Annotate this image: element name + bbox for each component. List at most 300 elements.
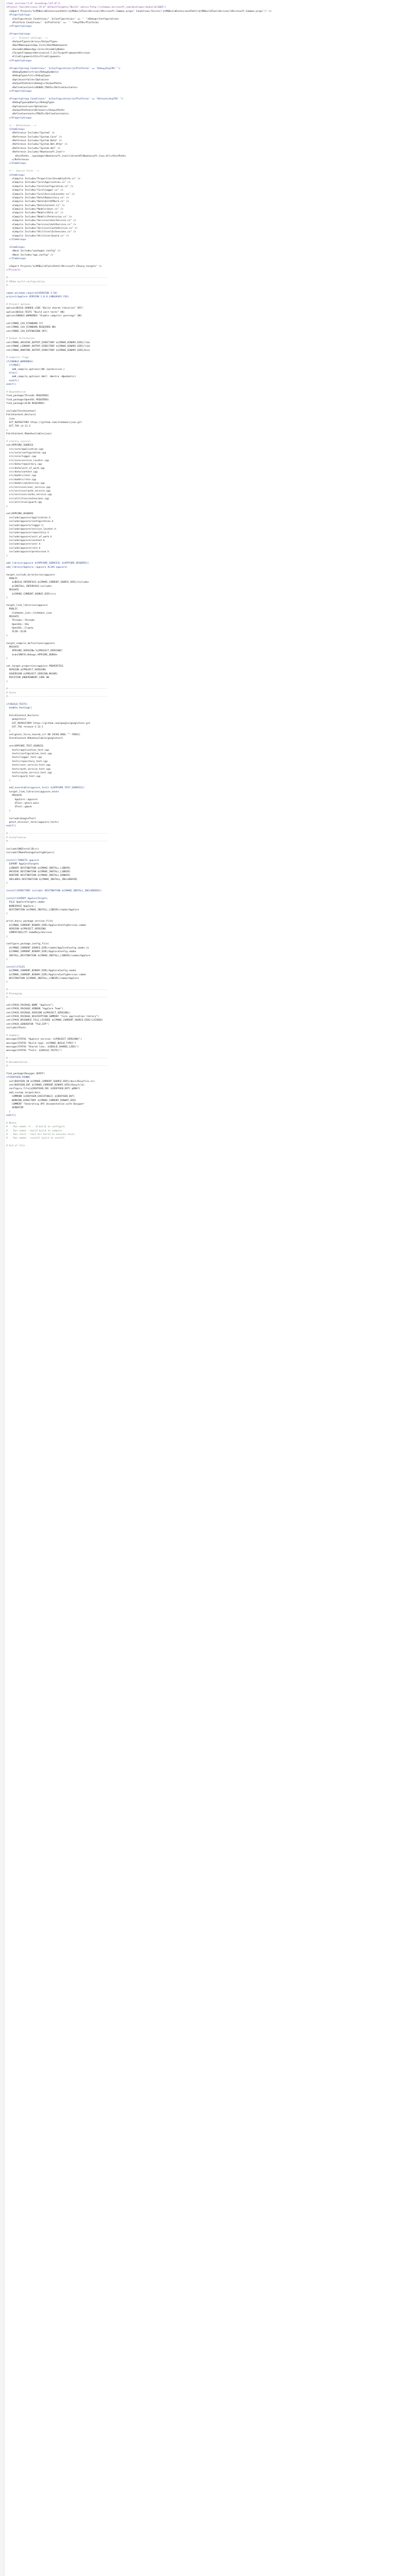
code-line: # Summary bbox=[6, 1034, 19, 1037]
code-line: $<$<CONFIG:Debug>:APPCORE_DEBUG> bbox=[6, 653, 58, 656]
code-line: #---------------------------------------------------------------------- bbox=[6, 833, 108, 836]
code-line: <Compile Include="Core\Configuration.cs" /> bbox=[6, 185, 73, 188]
blank-line bbox=[6, 63, 395, 66]
code-line: Threads::Threads bbox=[6, 619, 35, 622]
code-line: src/data/context.cpp bbox=[6, 471, 38, 474]
code-line: include(GoogleTest) bbox=[6, 817, 37, 820]
code-line: ${CMAKE_CURRENT_BINARY_DIR}/AppCoreConfig.cmake bbox=[6, 951, 76, 954]
code-line: src/core/application.cpp bbox=[6, 448, 43, 451]
code-line: set(DOXYGEN_IN ${CMAKE_CURRENT_SOURCE_DIR}/docs/Doxyfile.in) bbox=[6, 1080, 95, 1083]
code-line: COMMENT "Generating API documentation with Doxygen" bbox=[6, 1103, 85, 1106]
code-line: PRIVATE bbox=[6, 794, 22, 798]
code-line: src/utilities/guard.cpp bbox=[6, 501, 42, 504]
code-line: # Dependencies bbox=[6, 391, 26, 394]
code-line: add_compile_options(/W4 /permissive-) bbox=[6, 368, 65, 371]
blank-line bbox=[6, 1068, 395, 1072]
code-line: FetchContent_MakeAvailable(googletest) bbox=[6, 737, 63, 740]
code-line: add_executable(appcore_tests ${APPCORE_TEST_SOURCES}) bbox=[6, 787, 85, 790]
code-line: json bbox=[6, 417, 15, 420]
code-line: EXPORT AppCoreTargets bbox=[6, 863, 39, 866]
code-line: <DefineConstants>TRACE</DefineConstants> bbox=[6, 113, 69, 116]
code-line: set(CMAKE_ARCHIVE_OUTPUT_DIRECTORY ${CMAKE_BINARY_DIR}/lib) bbox=[6, 341, 91, 344]
code-line: # Output directories bbox=[6, 337, 35, 341]
code-line: set(DOXYGEN_OUT ${CMAKE_CURRENT_BINARY_DIR}/Doxyfile) bbox=[6, 1083, 85, 1087]
code-line: <AssemblyName>App.Core</AssemblyName> bbox=[6, 48, 65, 51]
blank-line bbox=[6, 242, 395, 246]
code-line: install(FILES bbox=[6, 965, 25, 969]
code-content[interactable] bbox=[6, 2, 395, 1148]
code-line: include/appcore/role.h bbox=[6, 547, 41, 550]
code-line: else() bbox=[6, 371, 18, 375]
code-line: ) bbox=[6, 657, 8, 660]
code-line: <Reference Include="System.Xml" /> bbox=[6, 147, 61, 150]
code-line: <TargetFrameworkVersion>v4.7.2</TargetFrameworkVersion> bbox=[6, 52, 91, 55]
code-line: set(gtest_force_shared_crt ON CACHE BOOL "" FORCE) bbox=[6, 734, 80, 736]
blank-line bbox=[6, 509, 395, 512]
code-line: <PropertyGroup Condition=" '$(Configuration)|$(Platform)' == 'Debug|AnyCPU' "> bbox=[6, 67, 121, 70]
blank-line bbox=[6, 29, 395, 32]
code-line: PRIVATE bbox=[6, 646, 19, 649]
blank-line bbox=[6, 287, 395, 291]
code-line: if(BUILD_TESTS) bbox=[6, 703, 28, 706]
code-line: # Project options bbox=[6, 303, 31, 306]
code-line: set(APPCORE_HEADERS bbox=[6, 513, 34, 516]
code-line: <Configuration Condition=" '$(Configuration)' == '' ">Debug</Configuration> bbox=[6, 18, 119, 21]
blank-line bbox=[6, 333, 395, 337]
code-line: if(ENABLE_WARNINGS) bbox=[6, 360, 34, 363]
code-line: message(STATUS "Tests: ${BUILD_TESTS}") bbox=[6, 1049, 62, 1053]
blank-line bbox=[6, 569, 395, 573]
code-line: gtest_discover_tests(appcore_tests) bbox=[6, 821, 59, 824]
code-line: set(CPACK_RESOURCE_FILE_LICENSE ${CMAKE_CURRENT_SOURCE_DIR}/LICENSE) bbox=[6, 1019, 104, 1022]
code-line: option(BUILD_SHARED_LIBS "Build shared libraries" OFF) bbox=[6, 307, 84, 310]
code-line: <Compile Include="Models\Role.cs" /> bbox=[6, 212, 63, 215]
code-line: add_library(appcore ${APPCORE_SOURCES} ${APPCORE_HEADERS}) bbox=[6, 562, 89, 565]
code-line: COMPATIBILITY SameMajorVersion bbox=[6, 931, 52, 935]
code-line: <DefineConstants>DEBUG;TRACE</DefineConstants> bbox=[6, 86, 78, 89]
code-line: add_custom_target(docs bbox=[6, 1091, 41, 1094]
code-line: googletest bbox=[6, 718, 26, 721]
code-line: <Reference Include="Newtonsoft.Json"> bbox=[6, 151, 65, 154]
code-line: find_package(Threads REQUIRED) bbox=[6, 395, 49, 398]
code-line: <Compile Include="Services\UserService.cs" /> bbox=[6, 219, 76, 223]
code-line: <Compile Include="Services\CacheService.cs" /> bbox=[6, 227, 78, 230]
code-line: ${CMAKE_CURRENT_BINARY_DIR}/AppCoreConfigVersion.cmake bbox=[6, 924, 86, 927]
code-line: add_library(AppCore::appcore ALIAS appcore) bbox=[6, 566, 68, 569]
code-line: ${CMAKE_CURRENT_SOURCE_DIR}/src bbox=[6, 592, 56, 596]
code-line: src/models/user.cpp bbox=[6, 474, 37, 478]
code-line: src/core/logger.cpp bbox=[6, 455, 37, 459]
blank-line bbox=[6, 710, 395, 714]
code-line: message(STATUS "Shared libs: ${BUILD_SHARED_LIBS}") bbox=[6, 1046, 79, 1049]
blank-line bbox=[6, 1053, 395, 1057]
code-line: tests/application_test.cpp bbox=[6, 749, 49, 752]
code-line: <OutputPath>bin\Release\</OutputPath> bbox=[6, 109, 65, 112]
code-line: <Compile Include="Core\Logger.cs" /> bbox=[6, 189, 63, 192]
code-line: ZLIB::ZLIB bbox=[6, 631, 26, 634]
blank-line bbox=[6, 961, 395, 965]
code-line: ARCHIVE DESTINATION ${CMAKE_INSTALL_LIBDIR} bbox=[6, 871, 71, 874]
blank-line bbox=[6, 386, 395, 390]
code-line: <HintPath>..\packages\Newtonsoft.Json\lib\net45\Newtonsoft.Json.dll</HintPath> bbox=[6, 155, 126, 158]
code-line: src/core/service_locator.cpp bbox=[6, 459, 49, 462]
code-line: # Compiler flags bbox=[6, 357, 29, 360]
blank-line bbox=[6, 886, 395, 889]
code-line: tests/guard_test.cpp bbox=[6, 775, 41, 778]
blank-line bbox=[6, 684, 395, 687]
code-line: #---------------------------------------------------------------------- bbox=[6, 1057, 108, 1060]
blank-line bbox=[6, 405, 395, 409]
code-line: DESTINATION ${CMAKE_INSTALL_LIBDIR}/cmake/AppCore bbox=[6, 977, 79, 980]
code-line: <ItemGroup> bbox=[6, 174, 25, 177]
code-line: # Packaging bbox=[6, 992, 22, 995]
code-line: GTest::gtest_main bbox=[6, 802, 39, 805]
code-line: # Library sources bbox=[6, 440, 31, 443]
code-line: ) bbox=[6, 809, 11, 812]
code-line: include(CMakePackageConfigHelpers) bbox=[6, 852, 55, 855]
code-line: <Compile Include="Utilities\Guard.cs" /> bbox=[6, 234, 69, 238]
code-line: ) bbox=[6, 779, 11, 782]
blank-line bbox=[6, 318, 395, 321]
code-line: install(DIRECTORY include/ DESTINATION ${CMAKE_INSTALL_INCLUDEDIR}) bbox=[6, 890, 102, 893]
code-line: src/models/role.cpp bbox=[6, 478, 37, 481]
code-line: find_package(Doxygen QUIET) bbox=[6, 1072, 45, 1075]
code-line: <Compile Include="Services\AuthService.cs" /> bbox=[6, 223, 76, 226]
code-line: include/appcore/permission.h bbox=[6, 551, 49, 554]
blank-line bbox=[6, 661, 395, 665]
code-line: target_include_directories(appcore bbox=[6, 573, 55, 577]
code-line: # Documentation bbox=[6, 1061, 28, 1064]
code-line: GIT_REPOSITORY https://github.com/google/googletest.git bbox=[6, 722, 91, 725]
code-line: # - Run cmake --install build to install bbox=[6, 1137, 65, 1140]
code-line: PUBLIC bbox=[6, 577, 18, 580]
code-line: <Import Project="$(MSBuildExtensionsPath)\$(MSBuildToolsVersion)\Microsoft.Common.props" Condition="Exists('$(MSBuildExtensionsPath)\$(MSBuildToolsVersion)\Microsoft.Common.props')" /> bbox=[6, 10, 272, 13]
code-line: <Platform Condition=" '$(Platform)' == '' ">AnyCPU</Platform> bbox=[6, 21, 99, 24]
blank-line bbox=[6, 93, 395, 97]
code-line: # CMake build configuration bbox=[6, 280, 45, 283]
code-line: src/utilities/extensions.cpp bbox=[6, 497, 49, 500]
code-line: set_target_properties(appcore PROPERTIES bbox=[6, 665, 63, 668]
blank-line bbox=[6, 1030, 395, 1033]
blank-line bbox=[6, 939, 395, 942]
code-line: #---------------------------------------------------------------------- bbox=[6, 696, 108, 699]
code-line: <PropertyGroup> bbox=[6, 33, 31, 36]
code-line: PRIVATE bbox=[6, 615, 19, 618]
code-line: ) bbox=[6, 680, 8, 683]
blank-line bbox=[6, 999, 395, 1003]
code-line: # Notes: bbox=[6, 1122, 18, 1125]
code-line: include(CPack) bbox=[6, 1027, 26, 1030]
code-line: src/services/auth_service.cpp bbox=[6, 490, 51, 493]
code-line: FILE AppCoreTargets.cmake bbox=[6, 901, 45, 904]
code-line: set(CPACK_PACKAGE_DESCRIPTION_SUMMARY "Core application library") bbox=[6, 1015, 99, 1018]
code-line: <Compile Include="Models\User.cs" /> bbox=[6, 208, 63, 211]
code-line: $<INSTALL_INTERFACE:include> bbox=[6, 585, 52, 588]
code-line: SOVERSION ${PROJECT_VERSION_MAJOR} bbox=[6, 672, 58, 675]
code-line: src/models/permission.cpp bbox=[6, 482, 45, 485]
code-line: set(CPACK_PACKAGE_VERSION ${PROJECT_VERSION}) bbox=[6, 1011, 71, 1014]
code-line: COMMAND ${DOXYGEN_EXECUTABLE} ${DOXYGEN_OUT} bbox=[6, 1095, 75, 1098]
code-line: RUNTIME DESTINATION ${CMAKE_INSTALL_BINDIR} bbox=[6, 874, 71, 877]
editor-gutter bbox=[0, 0, 5, 2576]
code-line: <DebugType>full</DebugType> bbox=[6, 75, 51, 78]
code-line: APPCORE_VERSION="${PROJECT_VERSION}" bbox=[6, 650, 63, 653]
code-line: nlohmann_json::nlohmann_json bbox=[6, 612, 52, 615]
code-line: <Reference Include="System.Net.Http" /> bbox=[6, 143, 68, 146]
code-line: ) bbox=[6, 634, 8, 637]
code-line: <Compile Include="Properties\AssemblyInfo.cs" /> bbox=[6, 177, 80, 180]
code-line: <FileAlignment>512</FileAlignment> bbox=[6, 56, 61, 59]
code-line: install(EXPORT AppCoreTargets bbox=[6, 897, 48, 900]
code-line: FetchContent_Declare( bbox=[6, 414, 37, 417]
code-line: #---------------------------------------------------------------------- bbox=[6, 1064, 108, 1067]
code-line: <ItemGroup> bbox=[6, 246, 25, 249]
code-line: ) bbox=[6, 935, 8, 938]
code-line: VERBATIM bbox=[6, 1107, 24, 1110]
code-line: #---------------------------------------------------------------------- bbox=[6, 688, 108, 691]
blank-line bbox=[6, 638, 395, 641]
code-line: <OutputPath>bin\Debug\</OutputPath> bbox=[6, 82, 62, 86]
code-line: </PropertyGroup> bbox=[6, 59, 32, 62]
blank-line bbox=[6, 828, 395, 832]
code-line: </PropertyGroup> bbox=[6, 25, 32, 28]
code-line: set(CMAKE_LIBRARY_OUTPUT_DIRECTORY ${CMAKE_BINARY_DIR}/lib) bbox=[6, 345, 91, 348]
code-line: ) bbox=[6, 882, 8, 885]
code-line: option(BUILD_TESTS "Build unit tests" ON) bbox=[6, 311, 65, 314]
code-line: set(APPCORE_SOURCES bbox=[6, 444, 34, 447]
code-line: install(TARGETS appcore bbox=[6, 859, 39, 862]
code-line: GIT_TAG release-1.12.1 bbox=[6, 726, 43, 729]
code-line: tests/configuration_test.cpp bbox=[6, 752, 52, 755]
blank-line bbox=[6, 843, 395, 847]
code-line: FetchContent_Declare( bbox=[6, 715, 39, 718]
code-line: <Compile Include="Utilities\Extensions.cs" /> bbox=[6, 231, 76, 234]
code-line: ) bbox=[6, 554, 8, 557]
blank-line bbox=[6, 1141, 395, 1144]
code-line: ) bbox=[6, 505, 8, 508]
code-line: <RootNamespace>App.Core</RootNamespace> bbox=[6, 44, 68, 47]
code-line: <Reference Include="System.Data" /> bbox=[6, 140, 62, 143]
code-line: include/appcore/service_locator.h bbox=[6, 528, 56, 531]
code-line: <None Include="packages.config" /> bbox=[6, 250, 61, 253]
blank-line bbox=[6, 120, 395, 124]
code-line: if(MSVC) bbox=[6, 364, 21, 367]
code-line: ) bbox=[6, 958, 8, 961]
code-line: </ItemGroup> bbox=[6, 162, 26, 165]
blank-line bbox=[6, 261, 395, 265]
code-line: configure_file(${DOXYGEN_IN} ${DOXYGEN_OUT} @ONLY) bbox=[6, 1088, 80, 1091]
code-line: ) bbox=[6, 730, 11, 733]
blank-line bbox=[6, 166, 395, 170]
code-line: AppCore::appcore bbox=[6, 798, 38, 801]
code-line: INCLUDES DESTINATION ${CMAKE_INSTALL_INCLUDEDIR} bbox=[6, 878, 78, 881]
code-line: endif() bbox=[6, 1114, 17, 1117]
code-line: NAMESPACE AppCore:: bbox=[6, 905, 37, 908]
code-line: include/appcore/context.h bbox=[6, 539, 45, 543]
code-line: <!-- Project settings --> bbox=[6, 37, 48, 40]
blank-line bbox=[6, 855, 395, 859]
code-line: <?xml version="1.0" encoding="utf-8"?> bbox=[6, 3, 61, 5]
blank-line bbox=[6, 699, 395, 702]
code-line: <Reference Include="System.Core" /> bbox=[6, 135, 62, 139]
code-line: #---------------------------------------------------------------------- bbox=[6, 996, 108, 999]
code-line: message(STATUS "Build type: ${CMAKE_BUILD_TYPE}") bbox=[6, 1042, 76, 1045]
code-line: <Optimize>false</Optimize> bbox=[6, 78, 49, 81]
code-line: # Tests bbox=[6, 691, 17, 694]
code-line: src/data/unit_of_work.cpp bbox=[6, 467, 45, 470]
code-line: WORKING_DIRECTORY ${CMAKE_CURRENT_BINARY_DIR} bbox=[6, 1099, 76, 1102]
code-line: target_link_libraries(appcore bbox=[6, 604, 48, 607]
code-line: include(GNUInstallDirs) bbox=[6, 848, 39, 851]
code-line: GIT_REPOSITORY https://github.com/nlohmann/json.git bbox=[6, 421, 82, 424]
code-line: # End of file bbox=[6, 1145, 25, 1148]
code-line: find_package(ZLIB REQUIRED) bbox=[6, 402, 45, 405]
code-line: VERSION ${PROJECT_VERSION} bbox=[6, 669, 46, 672]
code-line: set(CPACK_GENERATOR "TGZ;ZIP") bbox=[6, 1023, 49, 1026]
code-line: find_package(OpenSSL REQUIRED) bbox=[6, 398, 49, 401]
code-line: <DebugType>pdbonly</DebugType> bbox=[6, 101, 55, 105]
code-line: set(CMAKE_CXX_STANDARD 17) bbox=[6, 322, 43, 325]
code-line: # - Run cmake -S . -B build to configure bbox=[6, 1126, 65, 1129]
code-line: tests/auth_service_test.cpp bbox=[6, 768, 51, 771]
code-line: include/appcore/unit_of_work.h bbox=[6, 535, 52, 538]
code-line: DESTINATION ${CMAKE_INSTALL_LIBDIR}/cmake/AppCore bbox=[6, 908, 79, 911]
code-line: add_compile_options(-Wall -Wextra -Wpedantic) bbox=[6, 376, 76, 379]
code-line: VERSION ${PROJECT_VERSION} bbox=[6, 927, 46, 930]
code-line: <PropertyGroup> bbox=[6, 14, 31, 17]
code-line: include/appcore/user.h bbox=[6, 543, 41, 546]
code-line: #---------------------------------------------------------------------- bbox=[6, 989, 108, 992]
code-line: # - Run cmake --build build to compile bbox=[6, 1129, 62, 1132]
code-line: # - Run ctest --test-dir build to execute tests bbox=[6, 1133, 75, 1137]
code-line: option(ENABLE_WARNINGS "Enable compiler warnings" ON) bbox=[6, 315, 82, 318]
code-line: set(CPACK_PACKAGE_VENDOR "AppCore Team") bbox=[6, 1008, 63, 1011]
code-line: FetchContent_MakeAvailable(json) bbox=[6, 433, 52, 436]
code-line: target_link_libraries(appcore_tests bbox=[6, 790, 59, 793]
code-line: include/appcore/configuration.h bbox=[6, 520, 54, 523]
code-line: set(CMAKE_CXX_STANDARD_REQUIRED ON) bbox=[6, 326, 56, 329]
blank-line bbox=[6, 783, 395, 786]
code-line: <Compile Include="Data\Repository.cs" /> bbox=[6, 196, 69, 199]
code-line: tests/user_service_test.cpp bbox=[6, 764, 51, 767]
code-line: src/core/configuration.cpp bbox=[6, 452, 46, 455]
code-line: OpenSSL::Crypto bbox=[6, 627, 34, 630]
code-line: ) bbox=[6, 596, 8, 599]
code-line: endif() bbox=[6, 825, 17, 828]
code-line: <Import Project="$(MSBuildToolsPath)\Microsoft.CSharp.targets" /> bbox=[6, 265, 102, 268]
code-line: POSITION_INDEPENDENT_CODE ON bbox=[6, 676, 49, 680]
code-line: PRIVATE bbox=[6, 589, 19, 592]
code-line: PUBLIC bbox=[6, 608, 18, 611]
code-line: set(APPCORE_TEST_SOURCES bbox=[6, 745, 43, 748]
code-line: endif() bbox=[6, 383, 17, 386]
code-line: <OutputType>Library</OutputType> bbox=[6, 40, 58, 43]
blank-line bbox=[6, 916, 395, 920]
code-line: </Reference> bbox=[6, 159, 29, 162]
code-line: enable_testing() bbox=[6, 707, 32, 710]
blank-line bbox=[6, 741, 395, 744]
code-line: <Project ToolsVersion="15.0" DefaultTargets="Build" xmlns="http://schemas.microsoft.com/developer/msbuild/2003"> bbox=[6, 6, 166, 9]
code-line: <Optimize>true</Optimize> bbox=[6, 105, 48, 108]
code-line: </ItemGroup> bbox=[6, 258, 26, 261]
code-line: set(CPACK_PACKAGE_NAME "AppCore") bbox=[6, 1004, 54, 1007]
blank-line bbox=[6, 558, 395, 562]
blank-line bbox=[6, 813, 395, 817]
code-line: <!-- References --> bbox=[6, 124, 37, 127]
code-line: #---------------------------------------------------------------------- bbox=[6, 277, 108, 280]
blank-line bbox=[6, 1117, 395, 1121]
code-line: src/data/repository.cpp bbox=[6, 463, 42, 466]
code-line: src/services/user_service.cpp bbox=[6, 486, 51, 489]
code-line: <DebugSymbols>true</DebugSymbols> bbox=[6, 71, 59, 74]
code-line: ) bbox=[6, 912, 8, 916]
code-line: cmake_minimum_required(VERSION 3.10) bbox=[6, 292, 58, 295]
code-line: INSTALL_DESTINATION ${CMAKE_INSTALL_LIBDIR}/cmake/AppCore bbox=[6, 954, 91, 957]
code-line: include/appcore/repository.h bbox=[6, 532, 49, 535]
blank-line bbox=[6, 436, 395, 440]
code-line: OpenSSL::SSL bbox=[6, 623, 29, 626]
code-line: </Project> bbox=[6, 269, 21, 272]
code-line: ) bbox=[6, 981, 8, 984]
code-line: tests/repository_test.cpp bbox=[6, 760, 48, 763]
code-line: include(FetchContent) bbox=[6, 410, 37, 413]
code-line: ${CMAKE_CURRENT_BINARY_DIR}/AppCoreConfigVersion.cmake bbox=[6, 973, 86, 976]
code-line: configure_package_config_file( bbox=[6, 943, 49, 946]
code-line: <Compile Include="Models\Permission.cs" /> bbox=[6, 215, 72, 218]
code-line: </ItemGroup> bbox=[6, 239, 26, 242]
code-line: src/services/cache_service.cpp bbox=[6, 494, 52, 497]
blank-line bbox=[6, 299, 395, 302]
blank-line bbox=[6, 273, 395, 276]
code-line: <Compile Include="Core\Application.cs" /> bbox=[6, 181, 71, 184]
blank-line bbox=[6, 600, 395, 603]
code-line: ${CMAKE_CURRENT_BINARY_DIR}/AppCoreConfig.cmake bbox=[6, 970, 76, 973]
code-line: set(CMAKE_CXX_EXTENSIONS OFF) bbox=[6, 330, 48, 333]
code-line: <!-- Source files --> bbox=[6, 170, 39, 173]
code-line: endif() bbox=[6, 379, 19, 382]
code-line: include/appcore/application.h bbox=[6, 516, 51, 519]
code-line: ${CMAKE_CURRENT_SOURCE_DIR}/cmake/AppCoreConfig.cmake.in bbox=[6, 946, 89, 950]
code-line: <ItemGroup> bbox=[6, 128, 25, 131]
code-line: <Compile Include="Data\Context.cs" /> bbox=[6, 204, 65, 207]
code-line: write_basic_package_version_file( bbox=[6, 920, 54, 923]
code-line: include/appcore/logger.h bbox=[6, 524, 43, 527]
code-line: target_compile_definitions(appcore bbox=[6, 642, 55, 645]
code-line: <PropertyGroup Condition=" '$(Configuration)|$(Platform)' == 'Release|AnyCPU' "> bbox=[6, 97, 123, 100]
code-line: </PropertyGroup> bbox=[6, 116, 32, 120]
code-line: # Installation bbox=[6, 836, 26, 839]
code-line: set(CMAKE_RUNTIME_OUTPUT_DIRECTORY ${CMAKE_BINARY_DIR}/bin) bbox=[6, 349, 91, 352]
blank-line bbox=[6, 352, 395, 356]
code-line: GIT_TAG v3.11.2 bbox=[6, 425, 31, 428]
code-line: $<BUILD_INTERFACE:${CMAKE_CURRENT_SOURCE_DIR}/include> bbox=[6, 581, 89, 584]
code-line: <None Include="app.config" /> bbox=[6, 253, 54, 257]
code-line: project(AppCore VERSION 1.0.0 LANGUAGES CXX) bbox=[6, 296, 69, 299]
code-line: ) bbox=[6, 429, 8, 432]
code-line: <Compile Include="Core\ServiceLocator.cs" /> bbox=[6, 193, 75, 196]
code-line: ) bbox=[6, 1110, 11, 1113]
code-line: GTest::gmock bbox=[6, 806, 32, 809]
code-line: LIBRARY DESTINATION ${CMAKE_INSTALL_LIBDIR} bbox=[6, 867, 71, 870]
code-line: #---------------------------------------------------------------------- bbox=[6, 284, 108, 287]
blank-line bbox=[6, 893, 395, 896]
blank-line bbox=[6, 985, 395, 988]
code-line: #---------------------------------------------------------------------- bbox=[6, 840, 108, 843]
code-line: <Reference Include="System" /> bbox=[6, 132, 55, 135]
code-line: if(DOXYGEN_FOUND) bbox=[6, 1076, 31, 1079]
code-line: <Compile Include="Data\UnitOfWork.cs" /> bbox=[6, 200, 69, 204]
code-line: </PropertyGroup> bbox=[6, 90, 32, 93]
